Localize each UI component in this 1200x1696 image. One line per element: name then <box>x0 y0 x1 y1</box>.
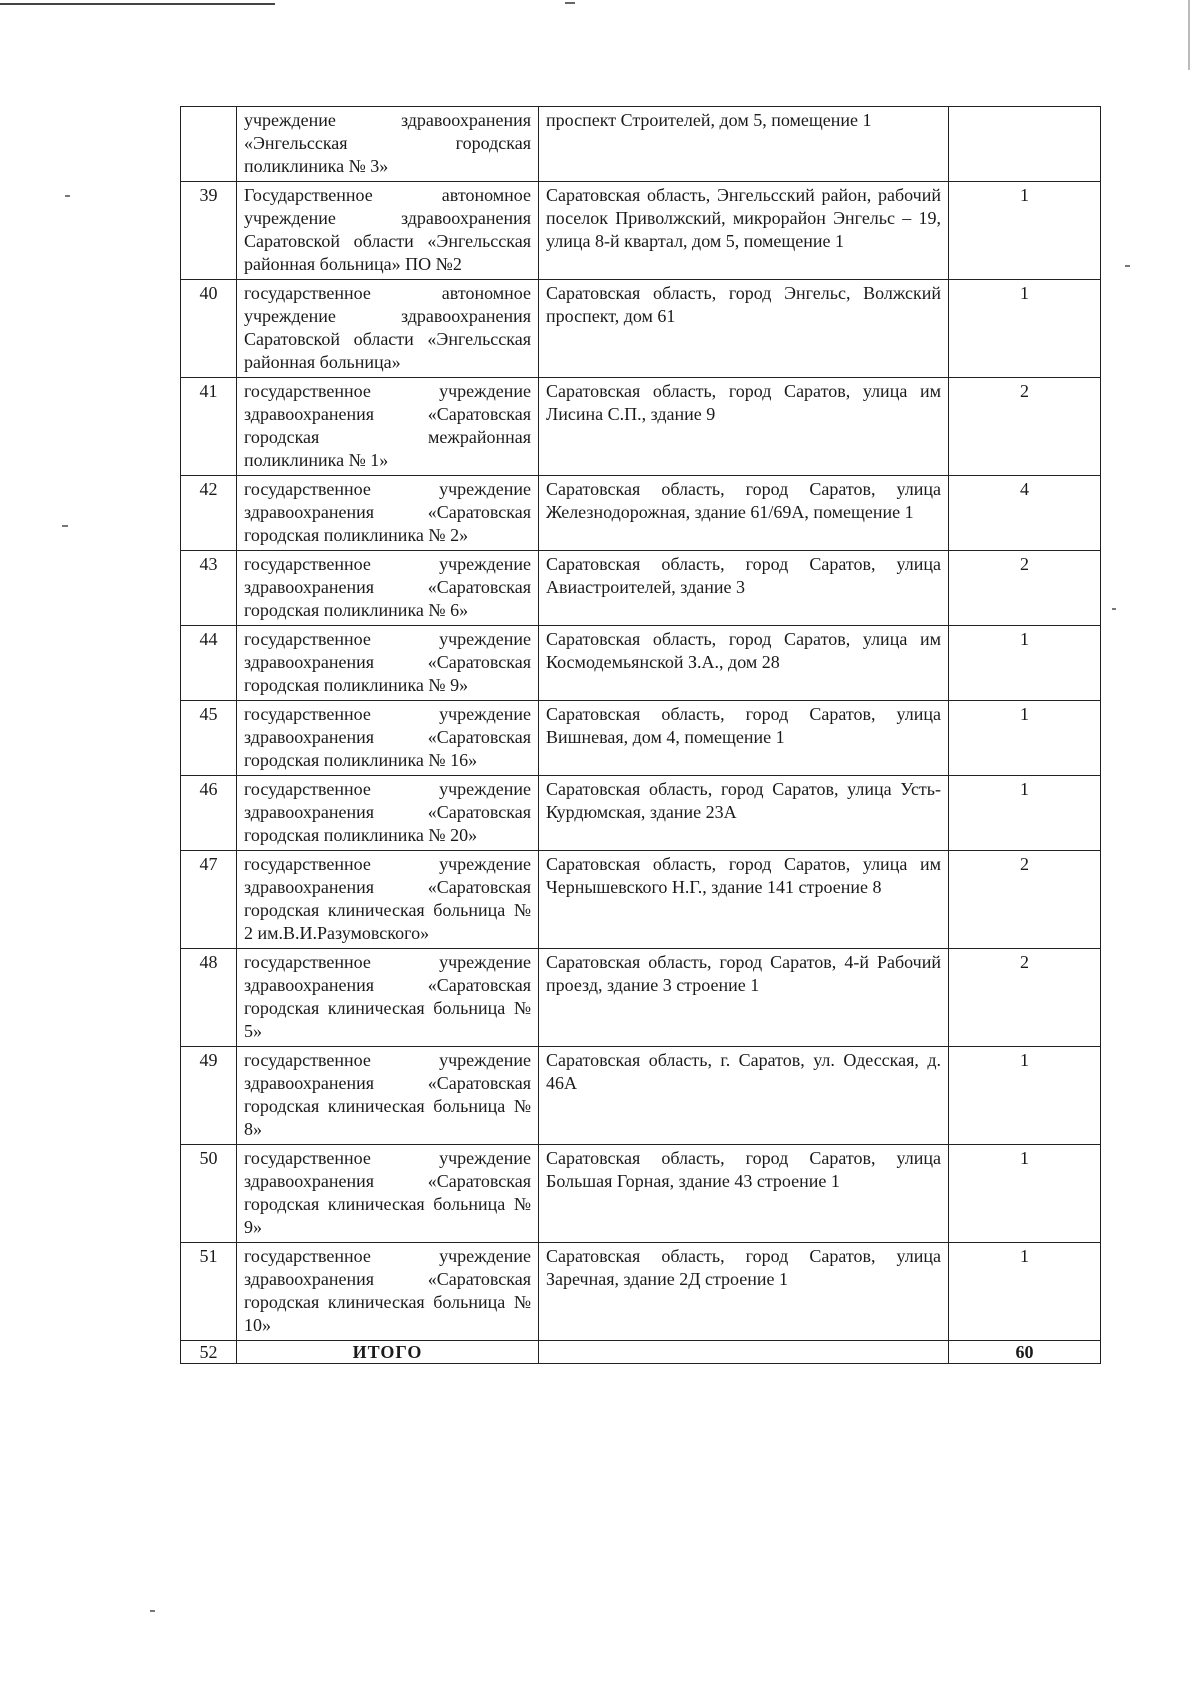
organization-name: учреждение здравоохранения «Энгельсская городская поликлиника № 3» <box>237 107 539 182</box>
table-row <box>181 949 1101 1047</box>
total-label: ИТОГО <box>237 1341 539 1364</box>
table-row <box>181 551 1101 626</box>
scan-speck <box>62 525 68 527</box>
table-row <box>181 1243 1101 1341</box>
table-row <box>181 476 1101 551</box>
row-number: 47 <box>181 851 237 949</box>
table-row <box>181 182 1101 280</box>
row-number: 46 <box>181 776 237 851</box>
quantity: 2 <box>949 851 1101 949</box>
quantity: 1 <box>949 1047 1101 1145</box>
row-number <box>181 107 237 182</box>
scan-top-edge <box>0 3 275 5</box>
total-empty-cell <box>539 1341 949 1364</box>
row-number: 51 <box>181 1243 237 1341</box>
table-row <box>181 1047 1101 1145</box>
quantity: 1 <box>949 1145 1101 1243</box>
table-row <box>181 107 1101 182</box>
total-quantity: 60 <box>949 1341 1101 1364</box>
organization-address: Саратовская область, город Саратов, улица Вишневая, дом 4, помещение 1 <box>539 701 949 776</box>
organization-name: государственное учреждение здравоохранения «Саратовская городская клиническая больница № 9» <box>237 1145 539 1243</box>
organization-name: государственное учреждение здравоохранения «Саратовская городская поликлиника № 20» <box>237 776 539 851</box>
table-row <box>181 280 1101 378</box>
organization-address: Саратовская область, Энгельсский район, рабочий поселок Приволжский, микрорайон Энгельс – 19, улица 8-й квартал, дом 5, помещение 1 <box>539 182 949 280</box>
organization-name: государственное учреждение здравоохранения «Саратовская городская поликлиника № 9» <box>237 626 539 701</box>
organization-address: Саратовская область, город Саратов, улица Большая Горная, здание 43 строение 1 <box>539 1145 949 1243</box>
organization-name: государственное учреждение здравоохранения «Саратовская городская межрайонная поликлиника № 1» <box>237 378 539 476</box>
row-number: 39 <box>181 182 237 280</box>
total-row <box>181 1341 1101 1364</box>
quantity: 2 <box>949 378 1101 476</box>
table-row <box>181 1145 1101 1243</box>
table-row <box>181 851 1101 949</box>
organization-address: Саратовская область, город Саратов, улица им Чернышевского Н.Г., здание 141 строение 8 <box>539 851 949 949</box>
scan-mark <box>565 2 575 4</box>
quantity: 1 <box>949 1243 1101 1341</box>
scan-speck <box>150 1610 155 1612</box>
organization-name: государственное учреждение здравоохранения «Саратовская городская клиническая больница № 2 им.В.И.Разумовского» <box>237 851 539 949</box>
quantity: 4 <box>949 476 1101 551</box>
quantity: 2 <box>949 551 1101 626</box>
organization-address: Саратовская область, г. Саратов, ул. Одесская, д. 46А <box>539 1047 949 1145</box>
row-number: 41 <box>181 378 237 476</box>
quantity: 2 <box>949 949 1101 1047</box>
row-number: 48 <box>181 949 237 1047</box>
quantity: 1 <box>949 701 1101 776</box>
row-number: 45 <box>181 701 237 776</box>
organization-address: Саратовская область, город Саратов, улица Авиастроителей, здание 3 <box>539 551 949 626</box>
quantity: 1 <box>949 776 1101 851</box>
row-number: 43 <box>181 551 237 626</box>
table-row <box>181 626 1101 701</box>
organization-address: Саратовская область, город Саратов, улица Заречная, здание 2Д строение 1 <box>539 1243 949 1341</box>
organization-address: Саратовская область, город Саратов, улица им Лисина С.П., здание 9 <box>539 378 949 476</box>
organization-name: государственное учреждение здравоохранения «Саратовская городская клиническая больница № 10» <box>237 1243 539 1341</box>
organization-name: государственное автономное учреждение здравоохранения Саратовской области «Энгельсская районная больница» <box>237 280 539 378</box>
table-row <box>181 776 1101 851</box>
quantity <box>949 107 1101 182</box>
organization-name: Государственное автономное учреждение здравоохранения Саратовской области «Энгельсская районная больница» ПО №2 <box>237 182 539 280</box>
total-row-number: 52 <box>181 1341 237 1364</box>
organization-address: Саратовская область, город Саратов, 4-й Рабочий проезд, здание 3 строение 1 <box>539 949 949 1047</box>
organization-address: Саратовская область, город Саратов, улица Железнодорожная, здание 61/69А, помещение 1 <box>539 476 949 551</box>
organization-name: государственное учреждение здравоохранения «Саратовская городская поликлиника № 2» <box>237 476 539 551</box>
quantity: 1 <box>949 182 1101 280</box>
organization-name: государственное учреждение здравоохранения «Саратовская городская поликлиника № 6» <box>237 551 539 626</box>
table-row <box>181 701 1101 776</box>
row-number: 42 <box>181 476 237 551</box>
scan-right-edge <box>1188 0 1190 70</box>
table-body <box>181 107 1101 1364</box>
organization-name: государственное учреждение здравоохранения «Саратовская городская поликлиника № 16» <box>237 701 539 776</box>
scan-speck <box>1125 265 1130 267</box>
table-row <box>181 378 1101 476</box>
row-number: 44 <box>181 626 237 701</box>
row-number: 49 <box>181 1047 237 1145</box>
organization-address: проспект Строителей, дом 5, помещение 1 <box>539 107 949 182</box>
organization-address: Саратовская область, город Саратов, улица им Космодемьянской З.А., дом 28 <box>539 626 949 701</box>
organization-name: государственное учреждение здравоохранения «Саратовская городская клиническая больница № 8» <box>237 1047 539 1145</box>
row-number: 40 <box>181 280 237 378</box>
organization-address: Саратовская область, город Энгельс, Волжский проспект, дом 61 <box>539 280 949 378</box>
organization-name: государственное учреждение здравоохранения «Саратовская городская клиническая больница № 5» <box>237 949 539 1047</box>
quantity: 1 <box>949 280 1101 378</box>
quantity: 1 <box>949 626 1101 701</box>
organizations-table <box>180 106 1101 1364</box>
scan-speck <box>1112 608 1116 610</box>
organization-address: Саратовская область, город Саратов, улица Усть-Курдюмская, здание 23А <box>539 776 949 851</box>
scan-speck <box>65 195 70 197</box>
row-number: 50 <box>181 1145 237 1243</box>
